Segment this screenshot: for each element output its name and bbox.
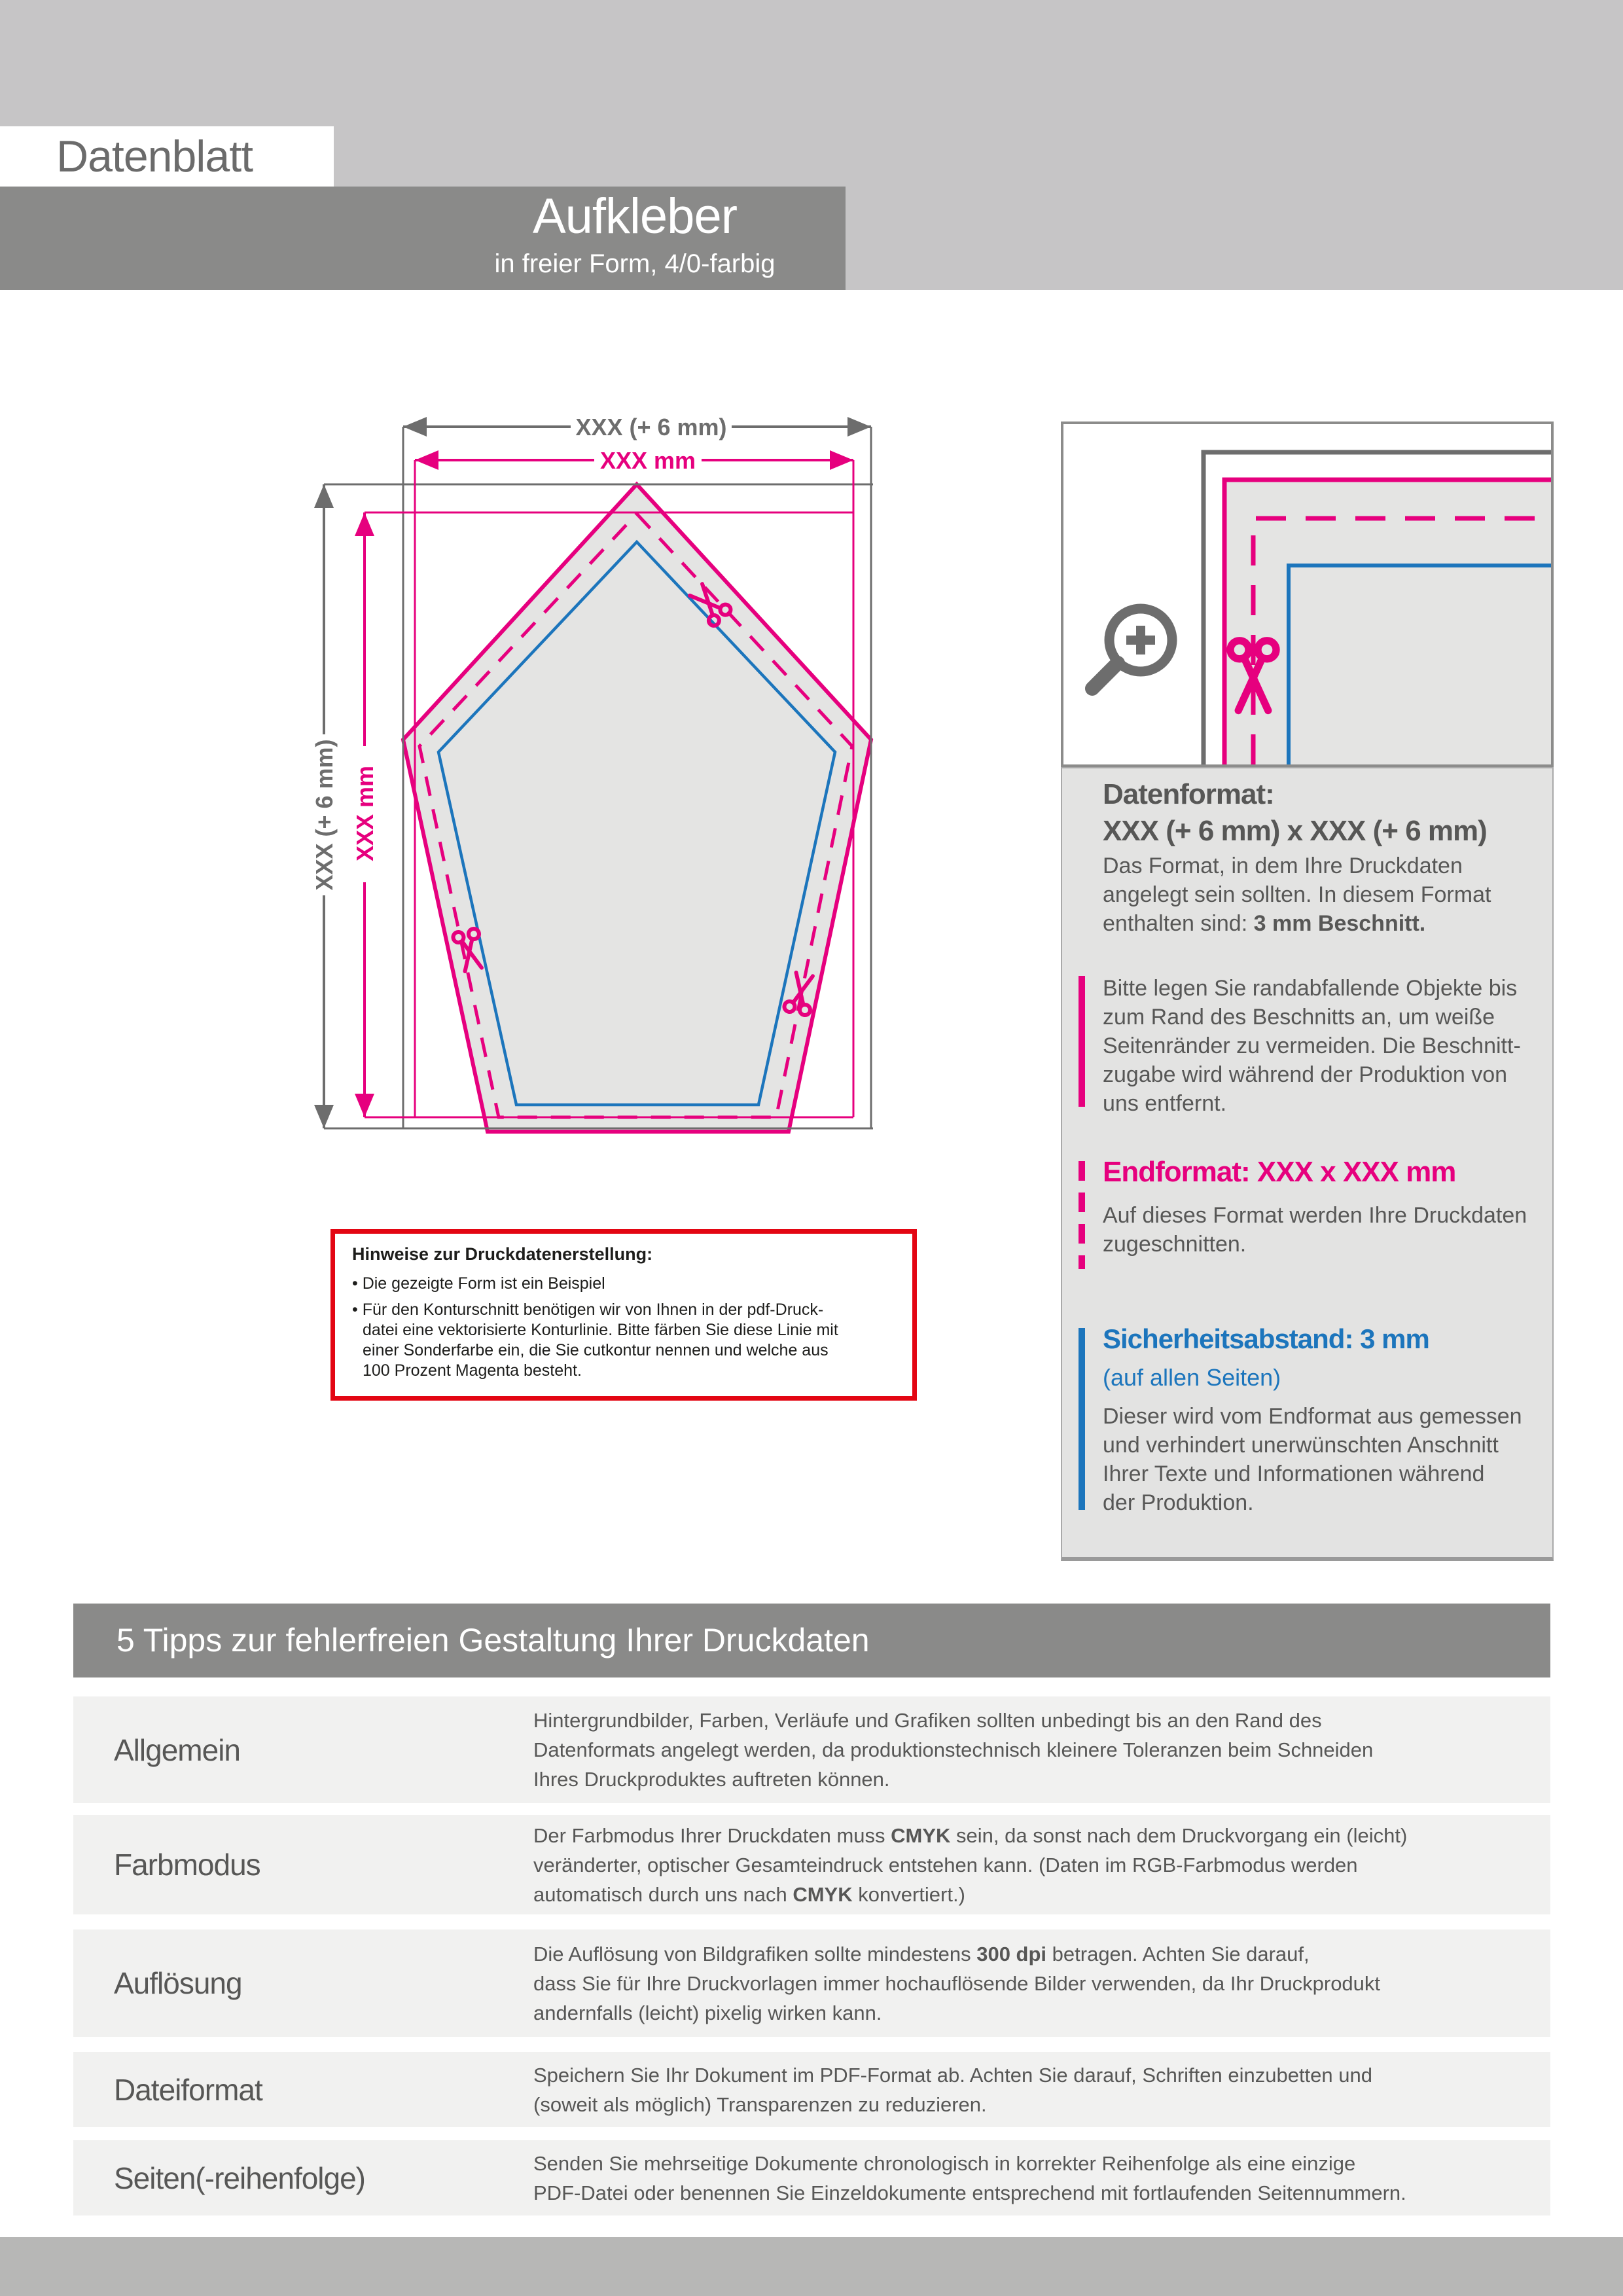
format-diagram: [275, 393, 929, 1165]
bleed-note-bar: [1079, 976, 1085, 1107]
tips-title: 5 Tipps zur fehlerfreien Gestaltung Ihrer Druckdaten: [116, 1622, 870, 1659]
bleed-contour-shape: [403, 484, 871, 1132]
tip-body-text: Hintergrundbilder, Farben, Verläufe und Grafiken sollten unbedingt bis an den Rand des Datenformats angelegt werden, da produktionstechnisch kleinere Toleranzen beim Schneiden Ihres Druckproduktes auftreten können.: [533, 1709, 1374, 1791]
document-type-box: [0, 126, 334, 187]
safety-bar: [1079, 1328, 1085, 1510]
notes-bullet-continuation: einer Sonderfarbe ein, die Sie cutkontur nennen und welche aus: [363, 1341, 829, 1359]
arrowhead: [314, 484, 334, 508]
arrowhead: [847, 417, 871, 437]
endformat-bar: [1079, 1161, 1085, 1269]
datenformat-description: Das Format, in dem Ihre Druckdaten angelegt sein sollten. In diesem Format enthalten sind: 3 mm Beschnitt.: [1103, 853, 1491, 936]
tip-row-aufloesung: [73, 1929, 1550, 2037]
tip-label: Seiten(-reihenfolge): [114, 2161, 366, 2195]
tip-label: Farbmodus: [114, 1848, 260, 1882]
dim-height-inner-label: XXX mm: [351, 765, 378, 862]
product-title: Aufkleber: [532, 188, 738, 244]
tip-body: [533, 1696, 1373, 1803]
tip-row-allgemein: [73, 1696, 1550, 1803]
tip-row-farbmodus: [73, 1815, 1550, 1914]
tip-label: Allgemein: [114, 1732, 240, 1767]
notes-bullet-continuation: 100 Prozent Magenta besteht.: [363, 1361, 582, 1380]
endformat-description: Auf dieses Format werden Ihre Druckdaten zugeschnitten.: [1103, 1203, 1527, 1257]
safety-description: Dieser wird vom Endformat aus gemessen und verhindert unerwünschten Anschnitt Ihrer Texte und Informationen während der Produktion.: [1103, 1404, 1522, 1515]
arrowhead: [314, 1105, 334, 1128]
safety-subheading: (auf allen Seiten): [1103, 1364, 1281, 1391]
bleed-note-text: Bitte legen Sie randabfallende Objekte bis zum Rand des Beschnitts an, um weiße Seitenränder zu vermeiden. Die Beschnitt- zugabe wird während der Produktion von uns entfernt.: [1103, 976, 1521, 1116]
notes-title: Hinweise zur Druckdatenerstellung:: [352, 1244, 653, 1264]
document-type-label: Datenblatt: [56, 132, 253, 181]
tip-body-text: Senden Sie mehrseitige Dokumente chronologisch in korrekter Reihenfolge als eine einzige PDF-Datei oder benennen Sie Einzeldokumente entsprechend mit fortlaufenden Seitennummern.: [533, 2151, 1406, 2204]
tip-body: [533, 1815, 1407, 1914]
tip-row-dateiformat: [73, 2052, 1550, 2127]
dim-width-outer-label: XXX (+ 6 mm): [575, 414, 727, 440]
tips-banner: [73, 1604, 1550, 1677]
format-info-panel: [1061, 767, 1554, 1561]
product-subtitle: in freier Form, 4/0-farbig: [494, 249, 776, 278]
zoom-in-icon: [1092, 609, 1172, 689]
safety-heading: Sicherheitsabstand: 3 mm: [1103, 1323, 1429, 1354]
dim-height-outer-label: XXX (+ 6 mm): [311, 739, 338, 891]
tip-body-text: Der Farbmodus Ihrer Druckdaten muss CMYK sein, da sonst nach dem Druckvorgang ein (leicht) veränderter, optischer Gesamteindruck entstehen kann. (Daten im RGB-Farbmodus werden automatisch durch uns nach CMYK konvertiert.): [533, 1823, 1408, 1906]
tip-body: [533, 2052, 1372, 2127]
footer-bar: [0, 2237, 1623, 2296]
tip-body: [533, 1929, 1380, 2037]
datenformat-title: Datenformat:: [1103, 778, 1274, 810]
tip-body: [533, 2140, 1406, 2215]
product-banner: [0, 187, 846, 290]
notes-bullet-continuation: datei eine vektorisierte Konturlinie. Bitte färben Sie diese Linie mit: [363, 1321, 838, 1339]
tip-label: Auflösung: [114, 1966, 242, 2000]
print-data-notes-box: [330, 1229, 917, 1401]
tip-row-seitenreihenfolge: [73, 2140, 1550, 2215]
corner-detail-graphic: [1063, 424, 1551, 764]
tip-label: Dateiformat: [114, 2072, 262, 2107]
endformat-heading: Endformat: XXX x XXX mm: [1103, 1156, 1456, 1188]
corner-detail-panel: [1061, 422, 1554, 767]
tip-body-text: Speichern Sie Ihr Dokument im PDF-Format ab. Achten Sie darauf, Schriften einzubetten und (soweit als möglich) Transparenzen zu reduzieren.: [533, 2063, 1372, 2116]
arrowhead: [355, 512, 374, 536]
tip-body-text: Die Auflösung von Bildgrafiken sollte mindestens 300 dpi betragen. Achten Sie darauf, dass Sie für Ihre Druckvorlagen immer hochauflösende Bilder verwenden, da Ihr Druckprodukt andernfalls (leicht) pixelig wirken kann.: [533, 1942, 1381, 2024]
corner-bleed-fill: [1224, 480, 1551, 764]
arrowhead: [415, 450, 438, 470]
arrowhead: [403, 417, 427, 437]
datenformat-heading: [1103, 776, 1487, 850]
arrowhead: [830, 450, 853, 470]
arrowhead: [355, 1094, 374, 1117]
dim-width-inner-label: XXX mm: [599, 447, 696, 474]
notes-bullet: • Die gezeigte Form ist ein Beispiel: [352, 1274, 897, 1294]
notes-bullet: • Für den Konturschnitt benötigen wir von Ihnen in der pdf-Druck-: [352, 1300, 897, 1320]
datenformat-value: XXX (+ 6 mm) x XXX (+ 6 mm): [1103, 815, 1487, 847]
